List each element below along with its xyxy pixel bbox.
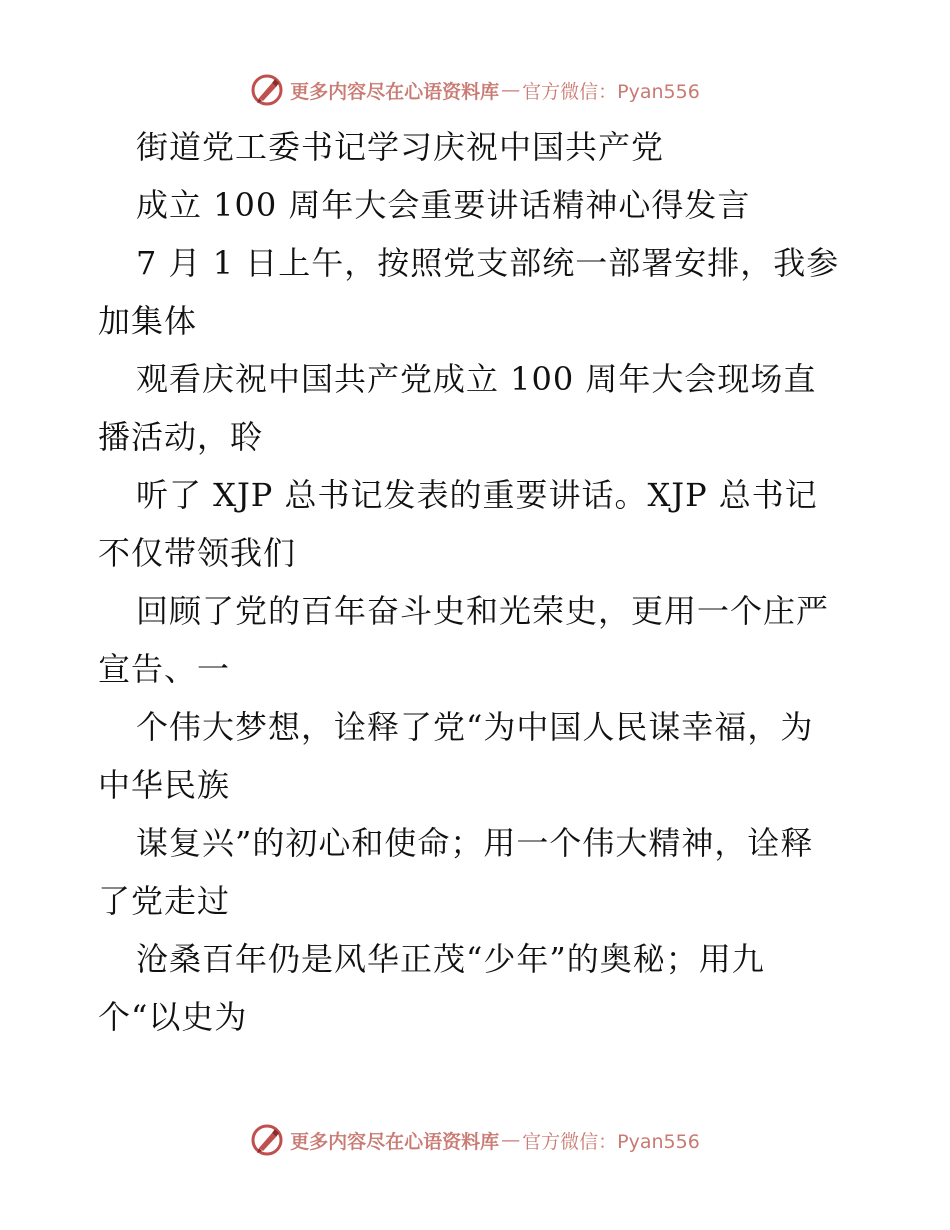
document-line: 个伟大梦想，诠释了党“为中国人民谋幸福，为	[136, 708, 814, 746]
document-line: 观看庆祝中国共产党成立 100 周年大会现场直	[136, 360, 817, 398]
document-line: 中华民族	[98, 766, 231, 804]
document-line: 沧桑百年仍是风华正茂“少年”的奥秘；用九	[136, 940, 765, 978]
pen-logo-icon	[250, 1123, 284, 1157]
document-line: 宣告、一	[98, 650, 231, 688]
document-line: 回顾了党的百年奋斗史和光荣史，更用一个庄严	[136, 592, 830, 630]
document-body	[98, 118, 858, 1046]
document-line: 加集体	[98, 302, 198, 340]
banner-wechat: 官方微信：Pyan556	[522, 80, 700, 103]
document-line: 谋复兴”的初心和使命；用一个伟大精神，诠释	[136, 824, 814, 862]
document-line: 街道党工委书记学习庆祝中国共产党	[136, 128, 665, 166]
document-line: 个“以史为	[98, 998, 248, 1036]
banner-site-name: 更多内容尽在心语资料库	[290, 1130, 500, 1153]
header-banner	[0, 70, 950, 110]
document-line: 7 月 1 日上午，按照党支部统一部署安排，我参	[136, 244, 840, 282]
footer-banner	[0, 1120, 950, 1160]
document-line: 成立 100 周年大会重要讲话精神心得发言	[136, 186, 751, 224]
document-line: 听了 XJP 总书记发表的重要讲话。XJP 总书记	[136, 476, 818, 514]
banner-separator: —	[501, 79, 521, 101]
banner-wechat: 官方微信：Pyan556	[522, 1130, 700, 1153]
document-line: 播活动，聆	[98, 418, 264, 456]
pen-logo-icon	[250, 73, 284, 107]
document-line: 不仅带领我们	[98, 534, 297, 572]
banner-separator: —	[501, 1129, 521, 1151]
banner-site-name: 更多内容尽在心语资料库	[290, 80, 500, 103]
document-line: 了党走过	[98, 882, 231, 920]
